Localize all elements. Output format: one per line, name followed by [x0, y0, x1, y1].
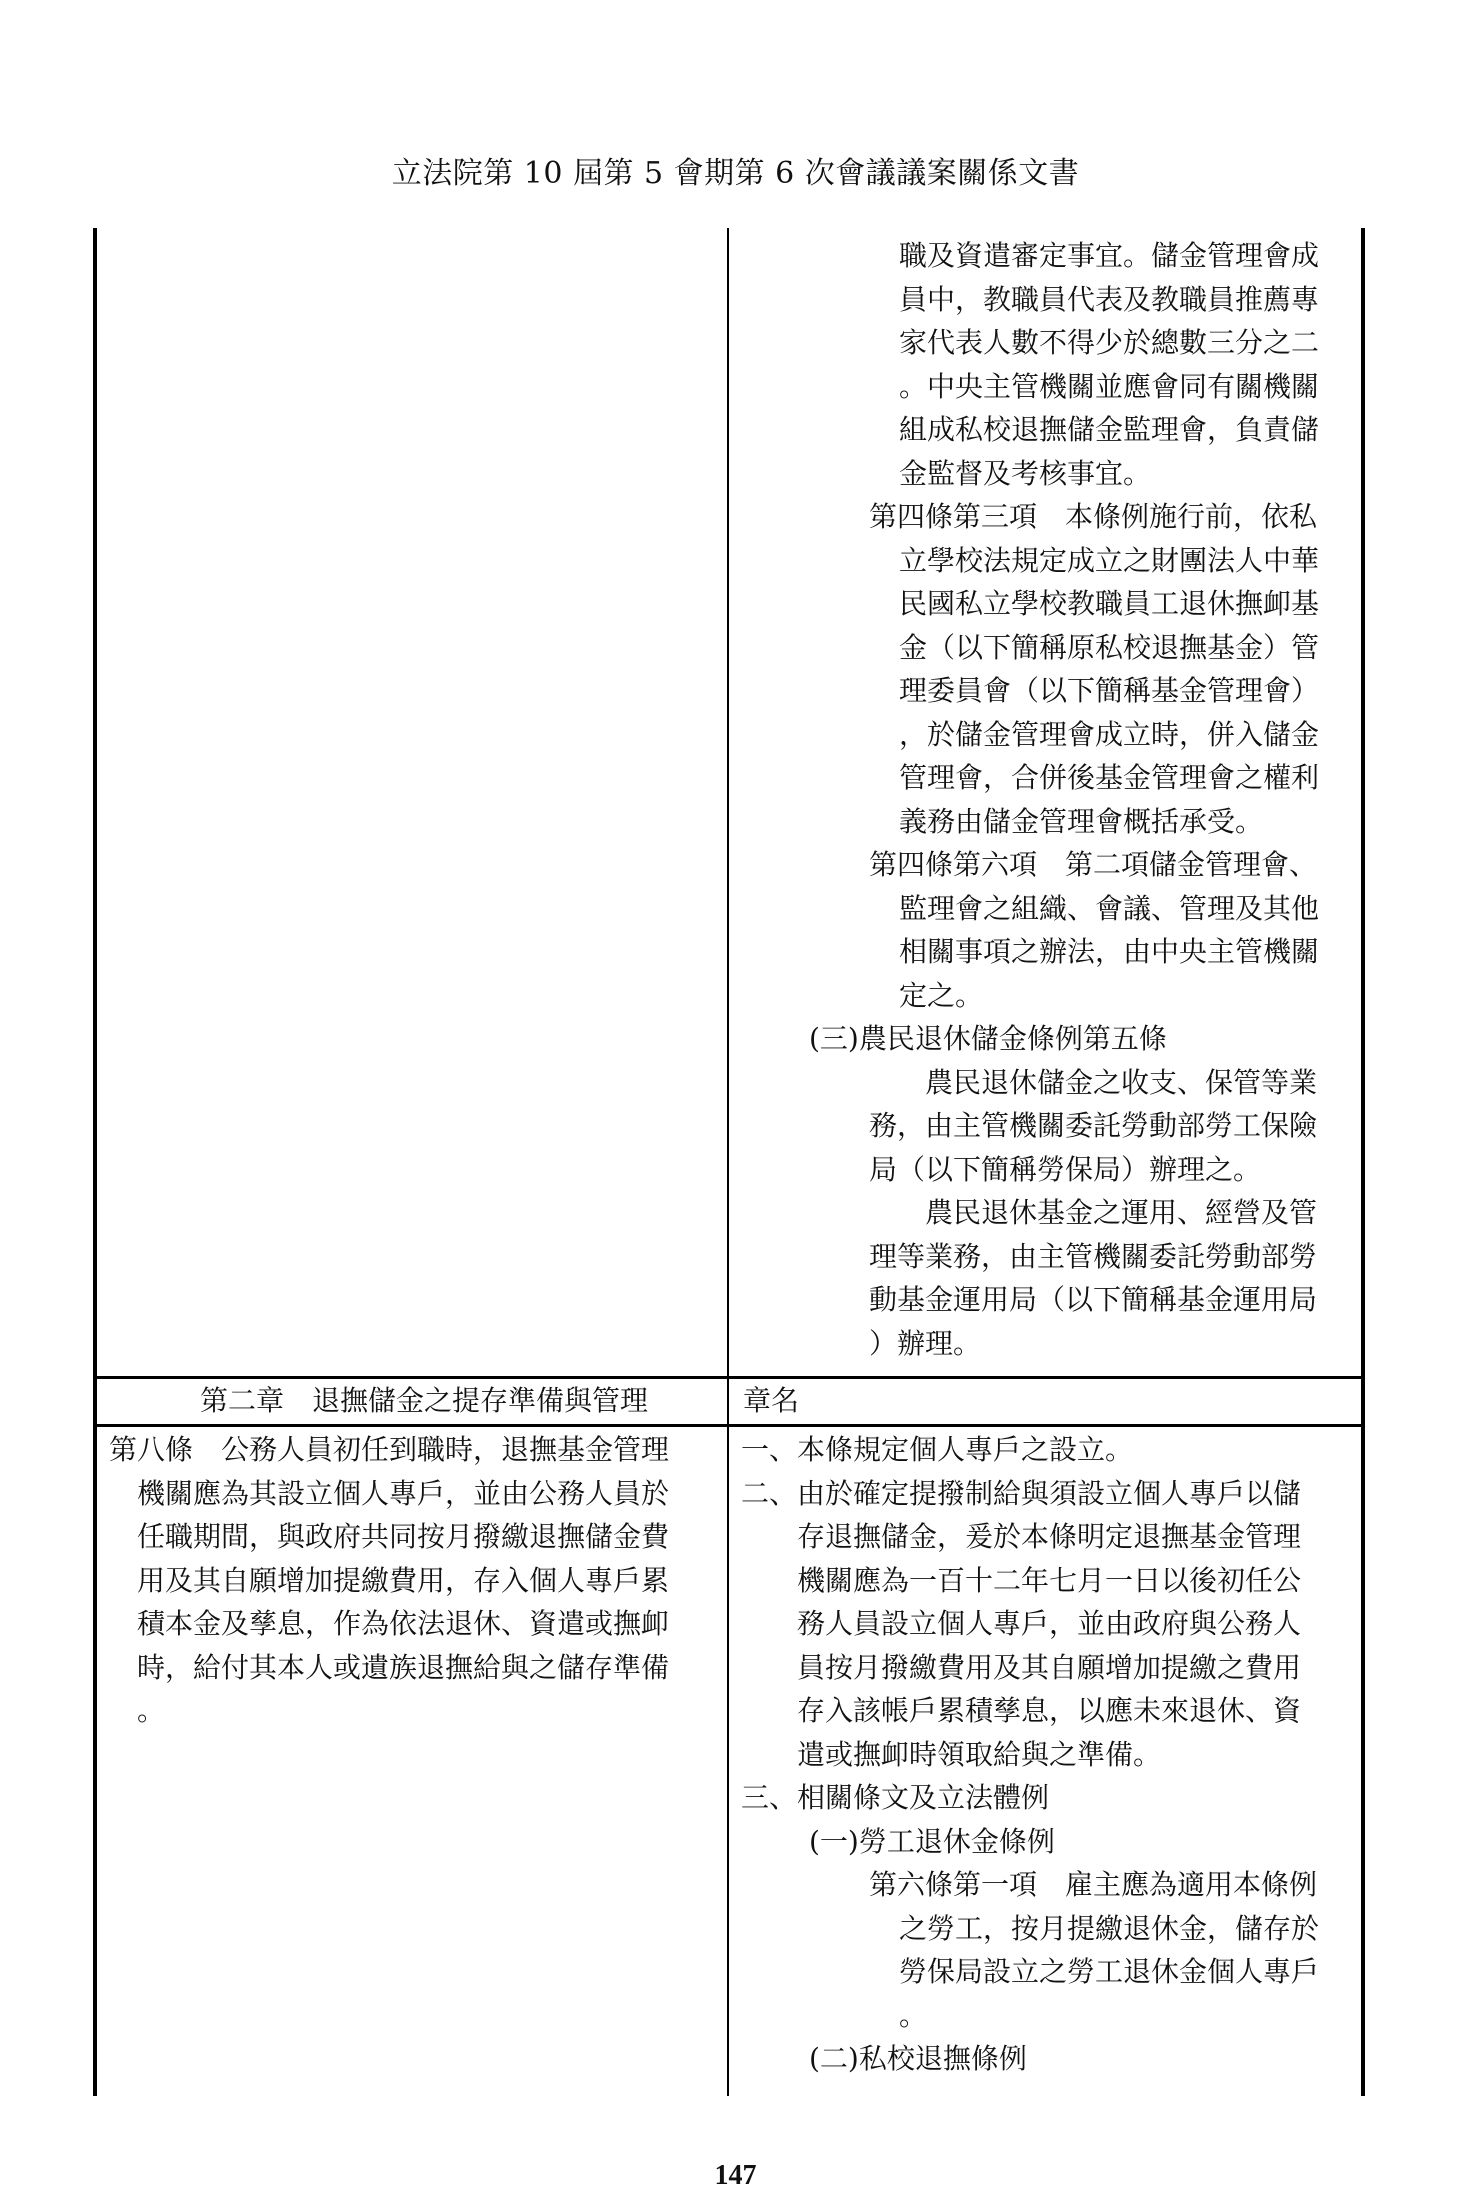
text-line: 定之。	[899, 978, 984, 1012]
text-line: 務，由主管機關委託勞動部勞工保險	[869, 1109, 1318, 1142]
text-line: 任職期間，與政府共同按月撥繳退撫儲金費	[137, 1520, 670, 1553]
text-line: 農民退休基金之運用、經營及管	[869, 1196, 1318, 1229]
text-line: 理等業務，由主管機關委託勞動部勞	[869, 1239, 1318, 1273]
text-line: ，於儲金管理會成立時，併入儲金	[899, 717, 1320, 751]
text-line: 時，給付其本人或遺族退撫給與之儲存準備	[137, 1650, 670, 1684]
table-right-border	[1361, 228, 1365, 2096]
text-line: 機關應為一百十二年七月一日以後初任公	[797, 1563, 1302, 1597]
row1-right-cell	[729, 234, 1361, 1365]
text-line: 金監督及考核事宜。	[899, 456, 1152, 490]
text-line: 組成私校退撫儲金監理會，負責儲	[899, 413, 1320, 446]
text-line: 。中央主管機關並應會同有關機關	[899, 369, 1320, 403]
text-line: 員按月撥繳費用及其自願增加提繳之費用	[797, 1650, 1302, 1684]
text-line: 第四條第六項 第二項儲金管理會、	[869, 848, 1318, 881]
text-line: (一)勞工退休金條例	[809, 1824, 1055, 1858]
text-line: 存退撫儲金，爰於本條明定退撫基金管理	[797, 1520, 1302, 1553]
text-line: ）辦理。	[869, 1326, 982, 1360]
text-line: 用及其自願增加提繳費用，存入個人專戶累	[137, 1563, 670, 1597]
text-line: 第六條第一項 雇主應為適用本條例	[869, 1868, 1318, 1901]
text-line: (三)農民退休儲金條例第五條	[809, 1022, 1167, 1055]
row-divider-2	[93, 1424, 1365, 1427]
text-line: 存入該帳戶累積孳息，以應未來退休、資	[797, 1694, 1302, 1727]
page-header: 立法院第 10 屆第 5 會期第 6 次會議議案關係文書	[391, 156, 1080, 191]
text-line: 理委員會（以下簡稱基金管理會）	[899, 674, 1320, 707]
text-line: (二)私校退撫條例	[809, 2042, 1027, 2075]
table-left-border	[93, 228, 97, 2096]
text-line: 積本金及孳息，作為依法退休、資遣或撫卹	[137, 1607, 670, 1640]
text-line: 第八條 公務人員初任到職時，退撫基金管理	[109, 1433, 670, 1466]
text-line: 相關事項之辦法，由中央主管機關	[899, 935, 1320, 968]
text-line: 一、本條規定個人專戶之設立。	[741, 1433, 1134, 1466]
text-line: 監理會之組織、會議、管理及其他	[899, 891, 1320, 925]
text-line: 金（以下簡稱原私校退撫基金）管	[899, 630, 1320, 664]
text-line: 義務由儲金管理會概括承受。	[899, 804, 1264, 838]
page-number: 147	[714, 2160, 757, 2191]
text-line: 務人員設立個人專戶，並由政府與公務人	[797, 1607, 1302, 1640]
text-line: 家代表人數不得少於總數三分之二	[899, 326, 1320, 359]
text-line: 動基金運用局（以下簡稱基金運用局	[869, 1283, 1318, 1316]
text-line: 三、相關條文及立法體例	[741, 1781, 1050, 1814]
text-line: 第四條第三項 本條例施行前，依私	[869, 500, 1318, 533]
text-line: 機關應為其設立個人專戶，並由公務人員於	[137, 1476, 670, 1510]
chapter-title: 第二章 退撫儲金之提存準備與管理	[200, 1384, 649, 1417]
text-line: 農民退休儲金之收支、保管等業	[869, 1065, 1318, 1099]
text-line: 。	[137, 1694, 166, 1727]
text-line: 立學校法規定成立之財團法人中華	[899, 543, 1320, 577]
text-line: 勞保局設立之勞工退休金個人專戶	[899, 1955, 1320, 1988]
chapter-note: 章名	[743, 1384, 800, 1417]
text-line: 民國私立學校教職員工退休撫卹基	[899, 587, 1320, 620]
text-line: 。	[899, 1998, 928, 2032]
text-line: 員中，教職員代表及教職員推薦專	[899, 282, 1320, 316]
row3-right-cell	[729, 1428, 1361, 2081]
text-line: 管理會，合併後基金管理會之權利	[899, 761, 1320, 794]
text-line: 二、由於確定提撥制給與須設立個人專戶以儲	[741, 1476, 1302, 1510]
text-line: 局（以下簡稱勞保局）辦理之。	[869, 1152, 1262, 1186]
row3-left-cell	[97, 1428, 727, 1733]
text-line: 之勞工，按月提繳退休金，儲存於	[899, 1911, 1320, 1945]
text-line: 遣或撫卹時領取給與之準備。	[797, 1737, 1162, 1771]
text-line: 職及資遣審定事宜。儲金管理會成	[899, 239, 1320, 272]
